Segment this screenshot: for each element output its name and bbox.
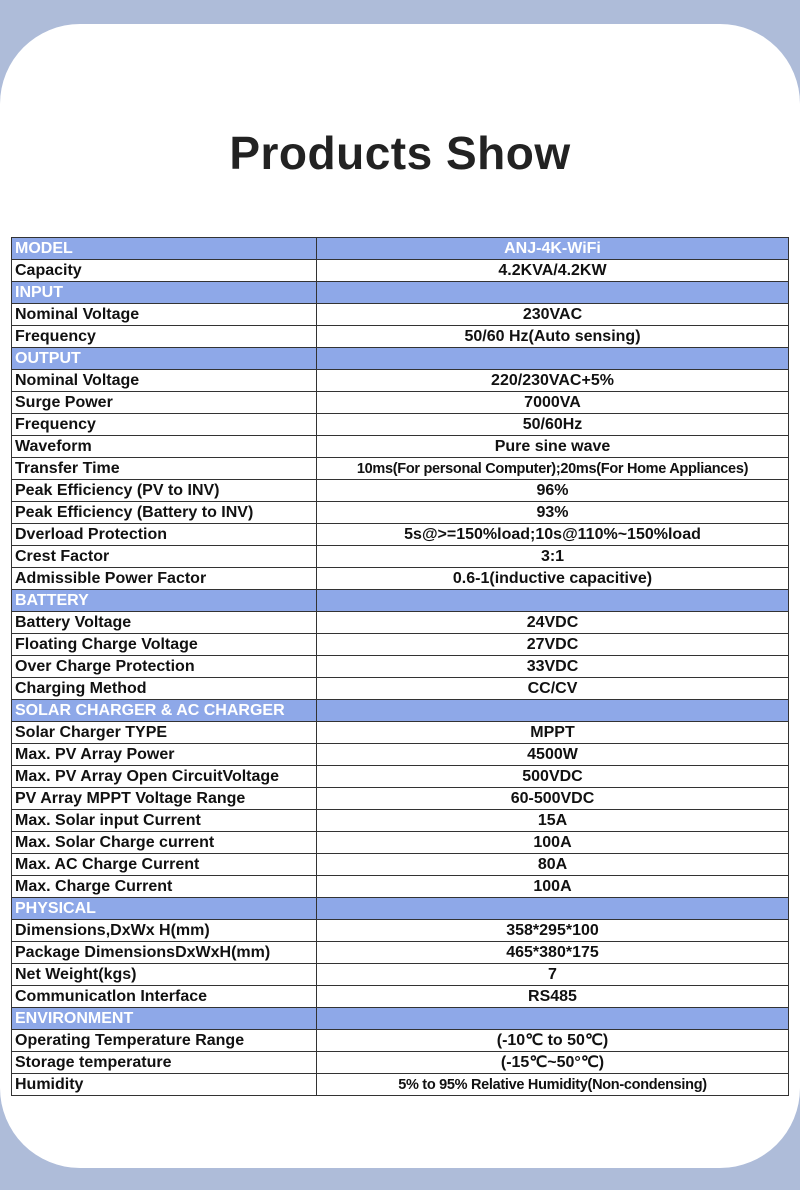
table-row — [12, 656, 789, 678]
spec-value: Pure sine wave — [317, 436, 789, 458]
table-row — [12, 678, 789, 700]
section-label: BATTERY — [12, 590, 317, 612]
spec-label: Frequency — [12, 326, 317, 348]
spec-label: Max. PV Array Open CircuitVoltage — [12, 766, 317, 788]
spec-label: Package DimensionsDxWxH(mm) — [12, 942, 317, 964]
spec-label: PV Array MPPT Voltage Range — [12, 788, 317, 810]
spec-value: 93% — [317, 502, 789, 524]
spec-value: 465*380*175 — [317, 942, 789, 964]
spec-label: Surge Power — [12, 392, 317, 414]
section-value — [317, 282, 789, 304]
spec-value: MPPT — [317, 722, 789, 744]
table-row — [12, 326, 789, 348]
table-row — [12, 546, 789, 568]
section-header-row — [12, 590, 789, 612]
section-value — [317, 1008, 789, 1030]
table-row — [12, 788, 789, 810]
spec-value: CC/CV — [317, 678, 789, 700]
spec-label: Max. Solar input Current — [12, 810, 317, 832]
table-row — [12, 876, 789, 898]
spec-label: Peak Efficiency (Battery to INV) — [12, 502, 317, 524]
spec-label: Dverload Protection — [12, 524, 317, 546]
section-value — [317, 898, 789, 920]
section-value — [317, 700, 789, 722]
spec-value: 4.2KVA/4.2KW — [317, 260, 789, 282]
page-title: Products Show — [229, 127, 571, 179]
table-row — [12, 436, 789, 458]
spec-label: Operating Temperature Range — [12, 1030, 317, 1052]
table-row — [12, 832, 789, 854]
spec-value: 220/230VAC+5% — [317, 370, 789, 392]
table-row — [12, 414, 789, 436]
spec-label: Max. Solar Charge current — [12, 832, 317, 854]
spec-value: 5% to 95% Relative Humidity(Non-condensing) — [317, 1074, 789, 1096]
section-header-row — [12, 700, 789, 722]
table-row — [12, 568, 789, 590]
spec-label: Humidity — [12, 1074, 317, 1096]
table-row — [12, 1030, 789, 1052]
spec-value: (-15℃~50°℃) — [317, 1052, 789, 1074]
spec-label: Over Charge Protection — [12, 656, 317, 678]
table-row — [12, 854, 789, 876]
spec-label: Frequency — [12, 414, 317, 436]
table-row — [12, 524, 789, 546]
section-value: ANJ-4K-WiFi — [317, 238, 789, 260]
spec-label: Waveform — [12, 436, 317, 458]
spec-label: Charging Method — [12, 678, 317, 700]
spec-table — [11, 237, 789, 1096]
table-row — [12, 370, 789, 392]
table-row — [12, 612, 789, 634]
spec-label: Max. PV Array Power — [12, 744, 317, 766]
section-header-row — [12, 898, 789, 920]
table-row — [12, 304, 789, 326]
section-value — [317, 348, 789, 370]
spec-label: Nominal Voltage — [12, 370, 317, 392]
section-header-row — [12, 238, 789, 260]
spec-value: 24VDC — [317, 612, 789, 634]
spec-label: Nominal Voltage — [12, 304, 317, 326]
spec-value: 7 — [317, 964, 789, 986]
spec-label: Max. AC Charge Current — [12, 854, 317, 876]
spec-value: (-10℃ to 50℃) — [317, 1030, 789, 1052]
table-row — [12, 260, 789, 282]
table-row — [12, 392, 789, 414]
table-row — [12, 810, 789, 832]
table-row — [12, 502, 789, 524]
spec-label: Dimensions,DxWx H(mm) — [12, 920, 317, 942]
spec-value: 27VDC — [317, 634, 789, 656]
spec-label: Peak Efficiency (PV to INV) — [12, 480, 317, 502]
spec-value: 80A — [317, 854, 789, 876]
section-label: INPUT — [12, 282, 317, 304]
section-header-row — [12, 282, 789, 304]
spec-value: 10ms(For personal Computer);20ms(For Home Appliances) — [317, 458, 789, 480]
table-row — [12, 920, 789, 942]
table-row — [12, 1052, 789, 1074]
spec-label: Storage temperature — [12, 1052, 317, 1074]
spec-value: 5s@>=150%load;10s@110%~150%load — [317, 524, 789, 546]
spec-value: 100A — [317, 876, 789, 898]
section-label: OUTPUT — [12, 348, 317, 370]
spec-value: RS485 — [317, 986, 789, 1008]
spec-label: Transfer Time — [12, 458, 317, 480]
spec-value: 230VAC — [317, 304, 789, 326]
table-row — [12, 458, 789, 480]
spec-value: 33VDC — [317, 656, 789, 678]
spec-label: Max. Charge Current — [12, 876, 317, 898]
table-row — [12, 634, 789, 656]
section-label: ENVIRONMENT — [12, 1008, 317, 1030]
spec-value: 7000VA — [317, 392, 789, 414]
section-header-row — [12, 1008, 789, 1030]
section-value — [317, 590, 789, 612]
spec-label: Admissible Power Factor — [12, 568, 317, 590]
table-row — [12, 1074, 789, 1096]
spec-value: 500VDC — [317, 766, 789, 788]
spec-value: 15A — [317, 810, 789, 832]
spec-value: 96% — [317, 480, 789, 502]
section-label: MODEL — [12, 238, 317, 260]
spec-value: 358*295*100 — [317, 920, 789, 942]
table-row — [12, 942, 789, 964]
spec-value: 4500W — [317, 744, 789, 766]
spec-value: 60-500VDC — [317, 788, 789, 810]
spec-value: 50/60Hz — [317, 414, 789, 436]
spec-value: 0.6-1(inductive capacitive) — [317, 568, 789, 590]
table-row — [12, 766, 789, 788]
table-row — [12, 964, 789, 986]
spec-label: Solar Charger TYPE — [12, 722, 317, 744]
spec-label: Communicatlon Interface — [12, 986, 317, 1008]
section-label: PHYSICAL — [12, 898, 317, 920]
spec-value: 100A — [317, 832, 789, 854]
spec-value: 50/60 Hz(Auto sensing) — [317, 326, 789, 348]
spec-label: Crest Factor — [12, 546, 317, 568]
table-row — [12, 722, 789, 744]
table-row — [12, 986, 789, 1008]
table-row — [12, 480, 789, 502]
spec-label: Net Weight(kgs) — [12, 964, 317, 986]
section-label: SOLAR CHARGER & AC CHARGER — [12, 700, 317, 722]
spec-label: Floating Charge Voltage — [12, 634, 317, 656]
table-row — [12, 744, 789, 766]
section-header-row — [12, 348, 789, 370]
spec-label: Capacity — [12, 260, 317, 282]
spec-value: 3:1 — [317, 546, 789, 568]
spec-label: Battery Voltage — [12, 612, 317, 634]
